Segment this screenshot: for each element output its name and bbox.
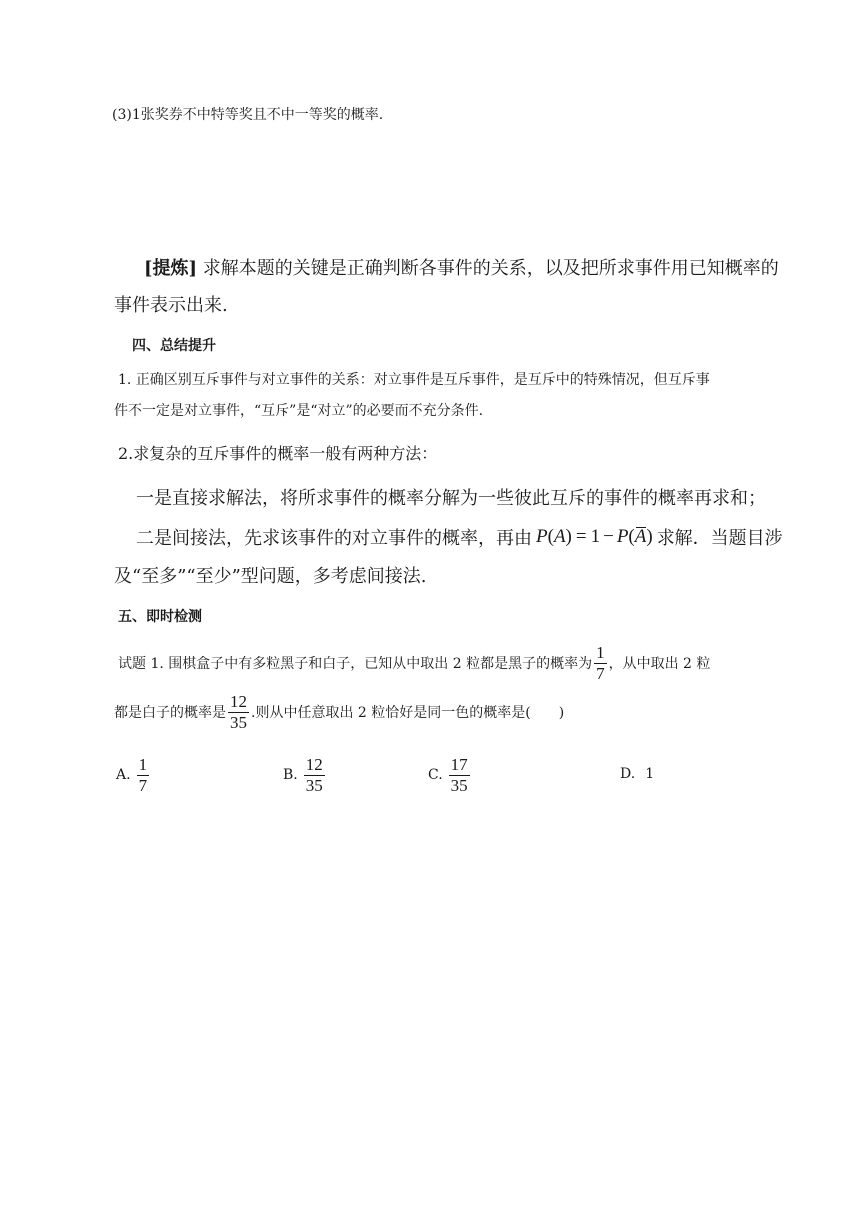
method-2-text-after: 求解．当题目涉 [656, 528, 783, 549]
question-1-text-before: 试题 1. 围棋盒子中有多粒黑子和白子，已知从中取出 2 粒都是黑子的概率为 [118, 656, 593, 673]
question-1-line-2-before: 都是白子的概率是 [114, 705, 226, 722]
method-2-text-before: 二是间接法，先求该事件的对立事件的概率，再由 [136, 528, 532, 549]
option-c-label: C. [428, 767, 443, 784]
complement-formula: P(A) = 1 − P(A) [536, 526, 653, 547]
summary-item-1-line-1: 1. 正确区别互斥事件与对立事件的关系：对立事件是互斥事件，是互斥中的特殊情况，但互斥事 [118, 372, 710, 388]
option-c-value: $\frac{17}{35}$ [450, 755, 468, 795]
option-b[interactable] [283, 756, 327, 795]
section-5-heading: 五、即时检测 [118, 609, 202, 625]
question-1-line-2 [114, 693, 564, 732]
question-1-fraction-white: $\frac{12}{35}$ [230, 692, 247, 732]
complement-bar-a: A [634, 526, 647, 547]
method-2-line-2: 及“至多”“至少”型问题，多考虑间接法. [114, 566, 427, 587]
tilian-line-2: 事件表示出来. [114, 295, 228, 316]
option-a-value: $\frac{1}{7}$ [138, 755, 148, 795]
option-d-value: 1 [645, 766, 655, 782]
question-1-fraction-black: $\frac{1}{7}$ [596, 643, 605, 683]
tilian-tag: [提炼] [144, 258, 198, 279]
tilian-text-1: 求解本题的关键是正确判断各事件的关系，以及把所求事件用已知概率的 [202, 258, 779, 279]
option-d-label: D. [620, 766, 636, 782]
tilian-line-1 [144, 254, 779, 280]
section-4-heading: 四、总结提升 [132, 338, 216, 354]
summary-item-2-title: 2.求复杂的互斥事件的概率一般有两种方法： [118, 444, 438, 463]
part-3-question: (3)1张奖券不中特等奖且不中一等奖的概率. [112, 107, 384, 123]
question-1-text-after: ，从中取出 2 粒 [608, 656, 711, 673]
summary-item-1-line-2: 件不一定是对立事件，“互斥”是“对立”的必要而不充分条件. [114, 403, 484, 419]
option-b-value: $\frac{12}{35}$ [305, 755, 323, 795]
question-1-line-1 [118, 644, 710, 683]
option-a-label: A. [116, 767, 131, 784]
method-2-line-1 [136, 524, 783, 550]
option-d[interactable] [620, 766, 654, 782]
option-b-label: B. [283, 767, 298, 784]
method-1-line: 一是直接求解法，将所求事件的概率分解为一些彼此互斥的事件的概率再求和； [136, 488, 766, 509]
question-1-line-2-after: .则从中任意取出 2 粒恰好是同一色的概率是( ) [251, 705, 565, 722]
option-a[interactable] [116, 756, 151, 795]
option-c[interactable] [428, 756, 472, 795]
